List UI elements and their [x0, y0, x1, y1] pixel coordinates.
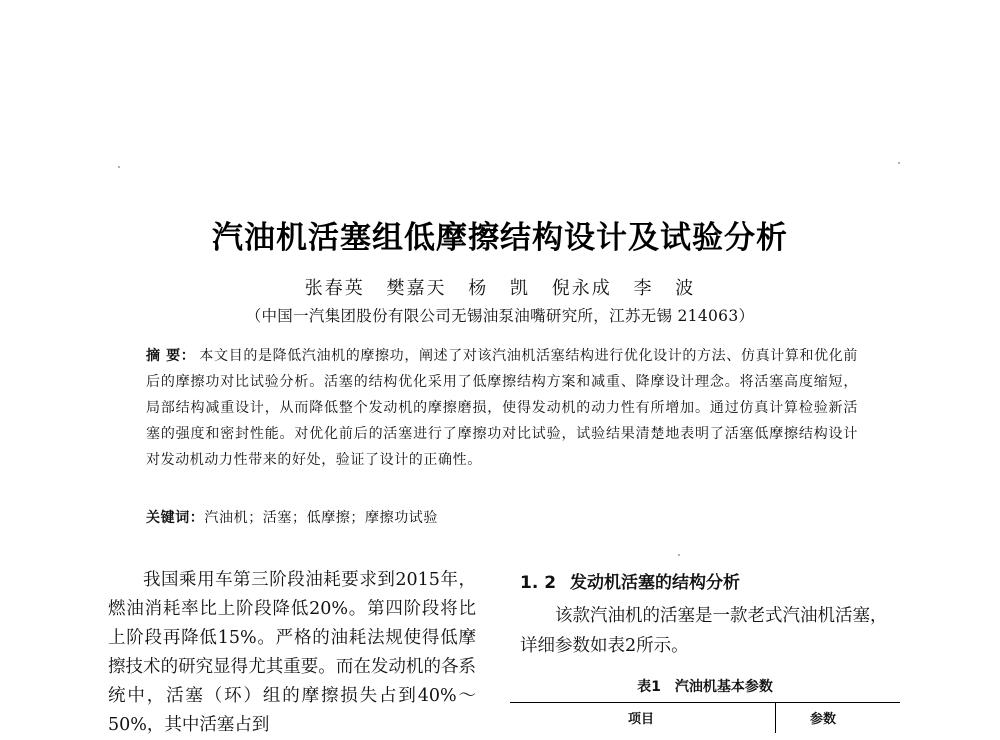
abstract [146, 343, 858, 473]
table-divider [775, 703, 776, 733]
author: 杨 凯 [468, 278, 530, 299]
abstract-label: 摘 要： [146, 348, 196, 364]
table-header-item: 项目 [628, 712, 655, 727]
body-paragraph: 我国乘用车第三阶段油耗要求到2015年，燃油消耗率比上阶段降低20%。第四阶段将比上阶段再降低15%。严格的油耗法规使得低摩擦技术的研究显得尤其重要。而在发动机的各系统中，活塞（环）组的摩擦损失占到40%～50%，其中活塞占到 [108, 570, 476, 735]
section-title: 发动机活塞的结构分析 [570, 573, 741, 593]
author: 樊嘉天 [386, 278, 447, 299]
author: 张春英 [304, 278, 365, 299]
author: 李 波 [633, 278, 696, 299]
body-left-column [108, 566, 476, 740]
affiliation: （中国一汽集团股份有限公司无锡油泵油嘴研究所，江苏无锡 214063） [245, 307, 755, 325]
keywords-label: 关键词： [146, 510, 205, 526]
body-right-column [520, 601, 890, 661]
body-paragraph: 该款汽油机的活塞是一款老式汽油机活塞，详细参数如表2所示。 [520, 606, 888, 656]
scan-speck [898, 162, 900, 164]
scan-speck [118, 166, 120, 168]
table-number: 表1 [637, 679, 661, 695]
abstract-text: 本文目的是降低汽油机的摩擦功，阐述了对该汽油机活塞结构进行优化设计的方法、仿真计算和优化前后的摩擦功对比试验分析。活塞的结构优化采用了低摩擦结构方案和减重、降摩设计理念。将活塞高度缩短，局部结构减重设计，从而降低整个发动机的摩擦磨损，使得发动机的动力性有所增加。通过仿真计算检验新活塞的强度和密封性能。对优化前后的活塞进行了摩擦功对比试验，试验结果清楚地表明了活塞低摩擦结构设计对发动机动力性带来的好处，验证了设计的正确性。 [146, 348, 858, 468]
table-header-value: 参数 [810, 712, 837, 727]
scan-speck [678, 554, 680, 556]
keywords-text: 汽油机；活塞；低摩擦；摩擦功试验 [204, 510, 439, 526]
table-caption [520, 676, 890, 696]
keywords [146, 507, 438, 527]
section-number: 1. 2 [520, 573, 557, 593]
parameter-table [510, 702, 900, 727]
paper-title: 汽油机活塞组低摩擦结构设计及试验分析 [212, 220, 788, 256]
author: 倪永成 [551, 278, 612, 299]
table-title: 汽油机基本参数 [674, 679, 773, 695]
section-heading [520, 568, 740, 593]
author-list [0, 274, 1000, 300]
